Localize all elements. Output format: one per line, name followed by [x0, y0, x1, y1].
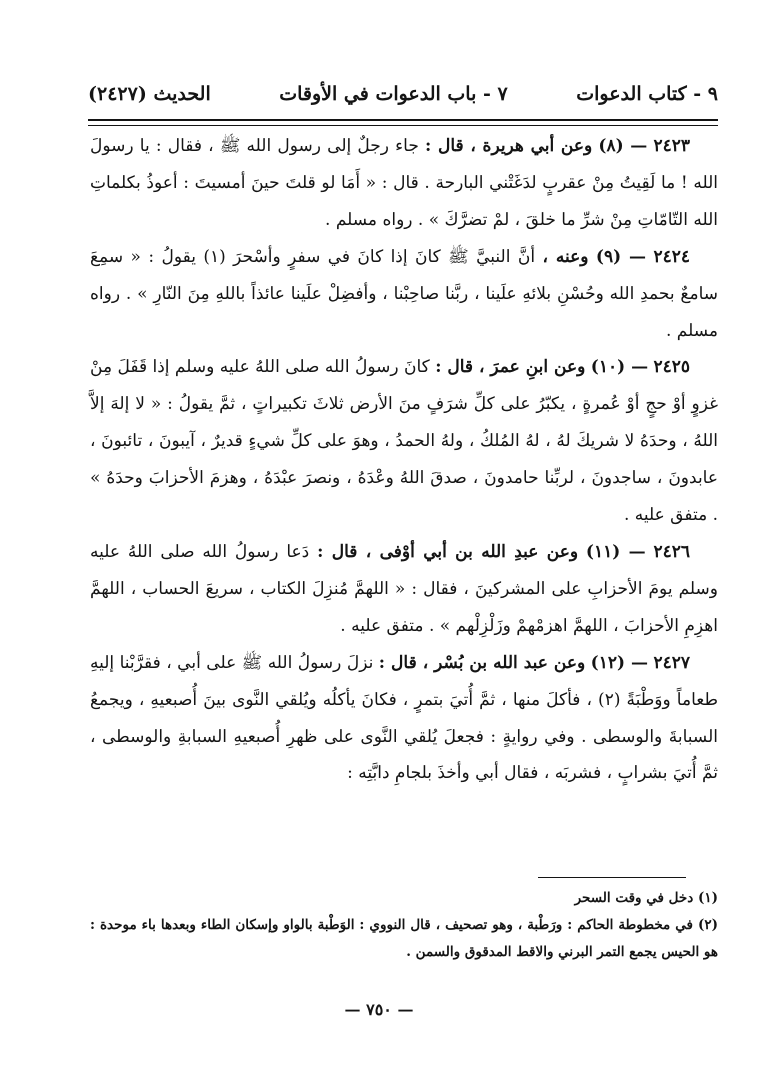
hadith-number: ٢٤٢٣: [653, 136, 691, 156]
hadith-reference: [88, 83, 211, 105]
hadith-narrator: وعن عبد الله بن بُسْر ، قال :: [378, 652, 586, 673]
hadith-paragraph: [90, 645, 718, 793]
footnotes: [90, 885, 718, 966]
hadith-number: ٢٤٢٤: [653, 246, 690, 267]
footnote: (١) دخل في وقت السحر: [574, 890, 718, 906]
hadith-subnumber: — (٨): [598, 136, 648, 156]
hadith-number: ٢٤٢٦: [653, 541, 691, 562]
hadith-text: أنَّ النبيَّ ﷺ كانَ إذا كانَ في سفرٍ وأسْحرَ (١) يقولُ : « سمِعَ سامعٌ بحمدِ الله وحُسْنِ بلائهِ علَينا ، ربَّنا صاحِبْنا ، وأفضِلْ علَينا عائذاً باللهِ مِنَ النّارِ » . رواه مسلم .: [90, 246, 718, 341]
hadith-label: الحديث: [153, 83, 211, 105]
main-text: [90, 128, 718, 792]
hadith-subnumber: — (١٢): [590, 652, 648, 673]
footnote-separator: [538, 877, 686, 878]
hadith-narrator: وعن عبدِ الله بن أبي أوْفى ، قال :: [317, 541, 579, 562]
hadith-paragraph: [90, 349, 718, 534]
hadith-paragraph: [90, 534, 718, 645]
book-title: ٩ - كتاب الدعوات: [576, 83, 718, 105]
hadith-number: ٢٤٢٥: [653, 357, 691, 378]
footnote: (٢) في مخطوطة الحاكم : ورَطْبة ، وهو تصحيف ، قال النووي : الوَطْبة بالواو وإسكان الطاء وبعدها باء موحدة : هو الحيس يجمع التمر البرني والاقط المدقوق والسمن .: [90, 917, 719, 960]
hadith-text: كانَ رسولُ الله صلى اللهُ عليه وسلم إذا قَفَلَ مِنْ غزوٍ أوْ حجٍ أوْ عُمرةٍ ، يكبّرُ على كلِّ شرَفٍ منَ الأرض ثلاثَ تكبيراتٍ ، ثمَّ يقولُ : « لا إلهَ إلاَّ اللهُ ، وحدَهُ لا شريكَ لهُ ، لهُ المُلكُ ، ولهُ الحمدُ ، وهوَ على كلِّ شيءٍ قديرٌ ، آيبونَ ، تائبونَ ، عابدونَ ، ساجدونَ ، لربِّنا حامدونَ ، صدقَ اللهُ وعْدَهُ ، ونصرَ عبْدَهُ ، وهزمَ الأحزابَ وحدَهُ » . متفق عليه .: [90, 357, 718, 526]
hadith-subnumber: — (١٠): [590, 357, 649, 378]
header-rule: [88, 119, 718, 126]
chapter-title: ٧ - باب الدعوات في الأوقات: [279, 83, 508, 105]
page-number: — ٧٥٠ —: [344, 1000, 414, 1019]
hadith-text: جاء رجلٌ إلى رسول الله ﷺ ، فقال : يا رسولَ الله ! ما لَقِيتُ مِنْ عقربٍ لدَغَتْني البارحة . قال : « أَمَا لو قلتَ حينَ أمسيتَ : أعوذُ بكلماتِ الله التّامّاتِ مِنْ شرِّ ما خلقَ ، لمْ تضرَّكَ » . رواه مسلم .: [90, 136, 718, 230]
hadith-narrator: وعنه ،: [542, 246, 589, 267]
hadith-range: (٢٤٢٧): [88, 83, 147, 105]
hadith-narrator: وعن ابنِ عمرَ ، قال :: [435, 357, 586, 378]
hadith-text: نزلَ رسولُ الله ﷺ على أبي ، فقرَّبْنا إليهِ طعاماً ووَطْبَةً (٢) ، فأكلَ منها ، ثمَّ أُتيَ بتمرٍ ، فكانَ يأكلُه ويُلقي النَّوى بينَ أُصبعيهِ ، ويجمعُ السبابةَ والوسطى . وفي روايةٍ : فجعلَ يُلقي النَّوى على ظهرِ أُصبعيهِ السبابةِ والوسطى ، ثمَّ أُتيَ بشرابٍ ، فشربَه ، فقال أبي وأخذَ بلجامِ دابَّتِه :: [90, 652, 718, 784]
hadith-number: ٢٤٢٧: [653, 652, 690, 673]
hadith-narrator: وعن أبي هريرة ، قال :: [425, 136, 593, 156]
hadith-paragraph: [90, 239, 718, 350]
hadith-text: دَعا رسولُ الله صلى اللهُ عليه وسلم يومَ الأحزابِ على المشركينَ ، فقال : « اللهمَّ مُنزِلَ الكتاب ، سريعَ الحساب ، اللهمَّ اهزِمِ الأحزابَ ، اللهمَّ اهزمْهمْ وزَلْزِلْهم » . متفق عليه .: [90, 541, 718, 636]
hadith-subnumber: — (٩): [595, 246, 647, 267]
running-header: [88, 74, 718, 114]
hadith-paragraph: [90, 128, 718, 239]
hadith-subnumber: — (١١): [585, 541, 646, 562]
